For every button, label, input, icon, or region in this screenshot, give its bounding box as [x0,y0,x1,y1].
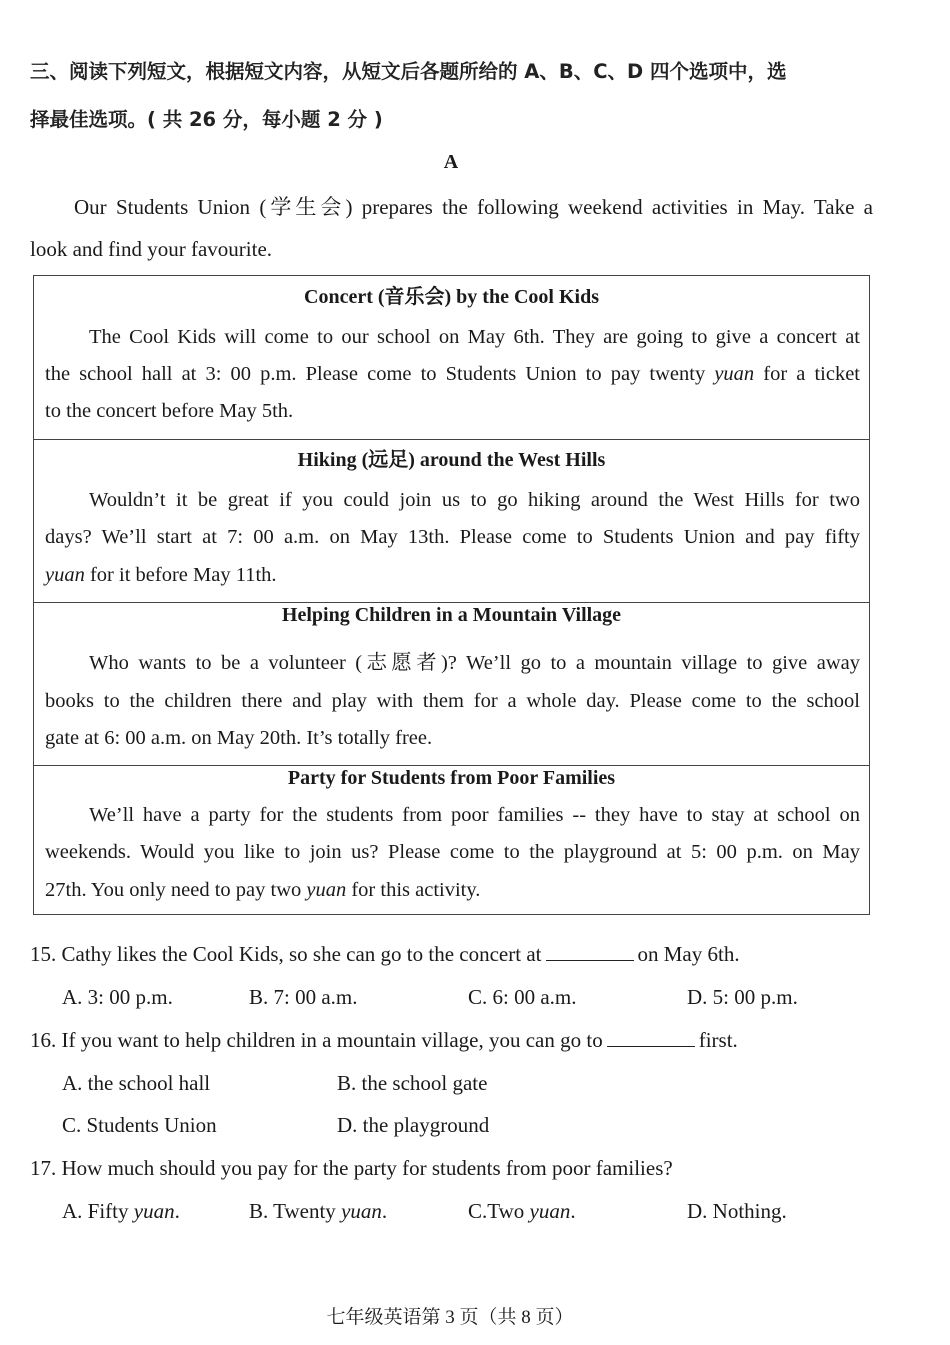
question-17: 17. How much should you pay for the party for students from poor families? [30,1156,673,1180]
option-17-b [249,1199,387,1224]
section-instructions-line1: 三、阅读下列短文，根据短文内容，从短文后各题所给的 A、B、C、D 四个选项中，选 [30,60,787,83]
notice-title: Party for Students from Poor Families [287,767,616,789]
notice-line [45,564,860,587]
option-text: D. Nothing. [687,1199,787,1223]
notice-line: days? We’ll start at 7: 00 a.m. on May 13th. Please come to Students Union and pay fifty [45,526,860,548]
notice-line: We’ll have a party for the students from poor families -- they have to stay at school on [89,804,860,826]
question-stem-end: first. [698,1028,738,1052]
text-span: for a ticket [763,363,860,385]
passage-intro-line1: Our Students Union (学生会) prepares the following weekend activities in May. Take a [74,195,873,219]
notice-line: books to the children there and play with them for a whole day. Please come to the school [45,690,860,712]
question-15 [30,942,740,967]
text-span: 27th. You only need to pay two [45,879,302,901]
option-16-a: A. the school hall [62,1071,211,1095]
option-17-a [62,1199,180,1224]
option-15-c: C. 6: 00 a.m. [468,985,577,1009]
answer-blank [546,944,634,961]
notice-volunteer [34,602,869,765]
italic-yuan: yuan [714,363,755,385]
option-text: B. Twenty [249,1199,336,1223]
option-text: A. Fifty [62,1199,129,1223]
italic-yuan: yuan [306,879,347,901]
notice-line: The Cool Kids will come to our school on May 6th. They are going to give a concert at [89,326,860,348]
notice-party [34,765,869,914]
notice-title: Concert (音乐会) by the Cool Kids [304,286,599,308]
option-17-d [687,1199,787,1224]
notice-line: weekends. Would you like to join us? Please come to the playground at 5: 00 p.m. on May [45,841,860,863]
option-15-d: D. 5: 00 p.m. [687,985,798,1009]
page-footer: 七年级英语第 3 页（共 8 页） [326,1307,574,1328]
text-span: for this activity. [351,879,481,901]
notice-hiking [34,439,869,602]
italic-yuan: yuan [45,564,85,586]
notice-title: Hiking (远足) around the West Hills [297,449,606,471]
activities-table [33,275,870,915]
option-text: C.Two [468,1199,525,1223]
question-stem: 15. Cathy likes the Cool Kids, so she can go to the concert at [30,942,542,966]
option-16-c: C. Students Union [62,1113,217,1137]
section-instructions-line2: 择最佳选项。( 共 26 分，每小题 2 分 ) [30,108,383,131]
italic-yuan: yuan [133,1199,175,1223]
notice-title: Helping Children in a Mountain Village [281,604,622,626]
notice-line [45,879,860,902]
notice-line: Wouldn’t it be great if you could join us to go hiking around the West Hills for two [89,489,860,511]
text-span: for it before May 11th. [89,564,277,586]
answer-blank [607,1030,695,1047]
notice-line: Who wants to be a volunteer (志愿者)? We’ll go to a mountain village to give away [89,652,860,674]
option-punct: . [174,1199,180,1223]
option-16-b: B. the school gate [337,1071,488,1095]
passage-intro-line2: look and find your favourite. [30,237,273,261]
option-punct: . [570,1199,576,1223]
option-17-c [468,1199,576,1224]
notice-line [45,363,860,386]
question-16 [30,1028,738,1053]
option-punct: . [381,1199,388,1223]
question-stem-end: on May 6th. [637,942,740,966]
option-15-a: A. 3: 00 p.m. [62,985,173,1009]
passage-label: A [443,151,459,173]
option-16-d: D. the playground [337,1113,490,1137]
text-span: the school hall at 3: 00 p.m. Please come to Students Union to pay twenty [45,363,706,385]
notice-line: to the concert before May 5th. [45,400,294,422]
question-stem: 16. If you want to help children in a mountain village, you can go to [30,1028,603,1052]
italic-yuan: yuan [529,1199,571,1223]
notice-line: gate at 6: 00 a.m. on May 20th. It’s totally free. [45,727,433,749]
option-15-b: B. 7: 00 a.m. [249,985,358,1009]
italic-yuan: yuan [341,1199,382,1223]
notice-concert [34,276,869,439]
